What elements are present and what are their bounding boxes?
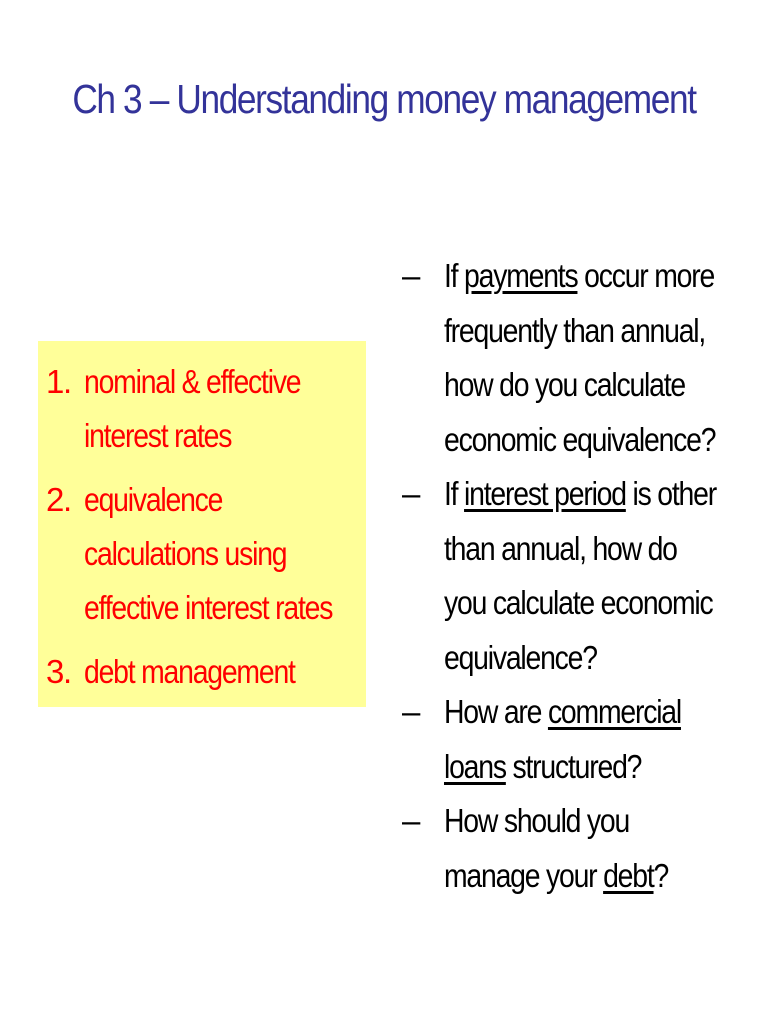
dash-bullet: – bbox=[402, 257, 419, 294]
question-item-commercial-loans bbox=[402, 685, 742, 794]
topic-text bbox=[84, 645, 295, 699]
dash-bullet: – bbox=[402, 475, 419, 512]
text-run: How are bbox=[444, 693, 548, 730]
text-run: structured? bbox=[505, 747, 642, 785]
topic-text bbox=[84, 473, 332, 635]
question-line bbox=[444, 740, 681, 795]
topic-text bbox=[84, 355, 300, 463]
question-text bbox=[444, 467, 716, 685]
topic-number: 1. bbox=[46, 363, 71, 400]
dash-bullet: – bbox=[402, 693, 419, 730]
topic-line: equivalence bbox=[84, 481, 223, 518]
question-list bbox=[402, 249, 742, 903]
question-line: you calculate economic bbox=[444, 584, 713, 621]
topic-item-2 bbox=[46, 473, 373, 635]
text-run: ? bbox=[653, 856, 669, 894]
underlined-term: payments bbox=[464, 257, 578, 294]
text-run: If bbox=[444, 475, 465, 512]
dash-bullet: – bbox=[402, 802, 419, 839]
question-text bbox=[444, 685, 681, 794]
topic-line: nominal & effective bbox=[84, 363, 301, 400]
topic-line: debt management bbox=[84, 653, 295, 690]
topic-item-1 bbox=[46, 355, 373, 463]
underlined-term: interest period bbox=[464, 475, 626, 512]
text-run: occur more bbox=[577, 257, 715, 294]
question-line bbox=[444, 685, 681, 740]
topic-line: calculations using bbox=[84, 535, 287, 572]
question-text bbox=[444, 249, 715, 467]
underlined-term: loans bbox=[444, 747, 506, 785]
text-run: If bbox=[444, 257, 465, 294]
question-item-interest-period bbox=[402, 467, 742, 685]
underlined-term: commercial bbox=[547, 693, 681, 730]
question-line: how do you calculate bbox=[444, 366, 685, 403]
text-run: manage your bbox=[444, 856, 604, 894]
topic-number: 2. bbox=[46, 481, 71, 518]
slide-title: Ch 3 – Understanding money management bbox=[72, 76, 696, 122]
question-line bbox=[444, 467, 716, 522]
topic-item-3 bbox=[46, 645, 373, 699]
question-line: equivalence? bbox=[444, 638, 597, 676]
question-line: than annual, how do bbox=[444, 529, 677, 567]
question-line: frequently than annual, bbox=[444, 311, 706, 349]
topic-line: effective interest rates bbox=[84, 589, 333, 626]
topics-box bbox=[38, 341, 366, 707]
text-run: is other bbox=[625, 475, 716, 512]
underlined-term: debt bbox=[603, 856, 654, 894]
question-line: economic equivalence? bbox=[444, 420, 716, 458]
question-line bbox=[444, 249, 715, 304]
question-item-payments bbox=[402, 249, 742, 467]
question-item-debt bbox=[402, 794, 742, 903]
question-text bbox=[444, 794, 668, 903]
topic-list bbox=[46, 355, 373, 709]
topic-number: 3. bbox=[46, 653, 71, 690]
question-line bbox=[444, 849, 668, 904]
question-line: How should you bbox=[444, 802, 630, 839]
topic-line: interest rates bbox=[84, 417, 232, 454]
